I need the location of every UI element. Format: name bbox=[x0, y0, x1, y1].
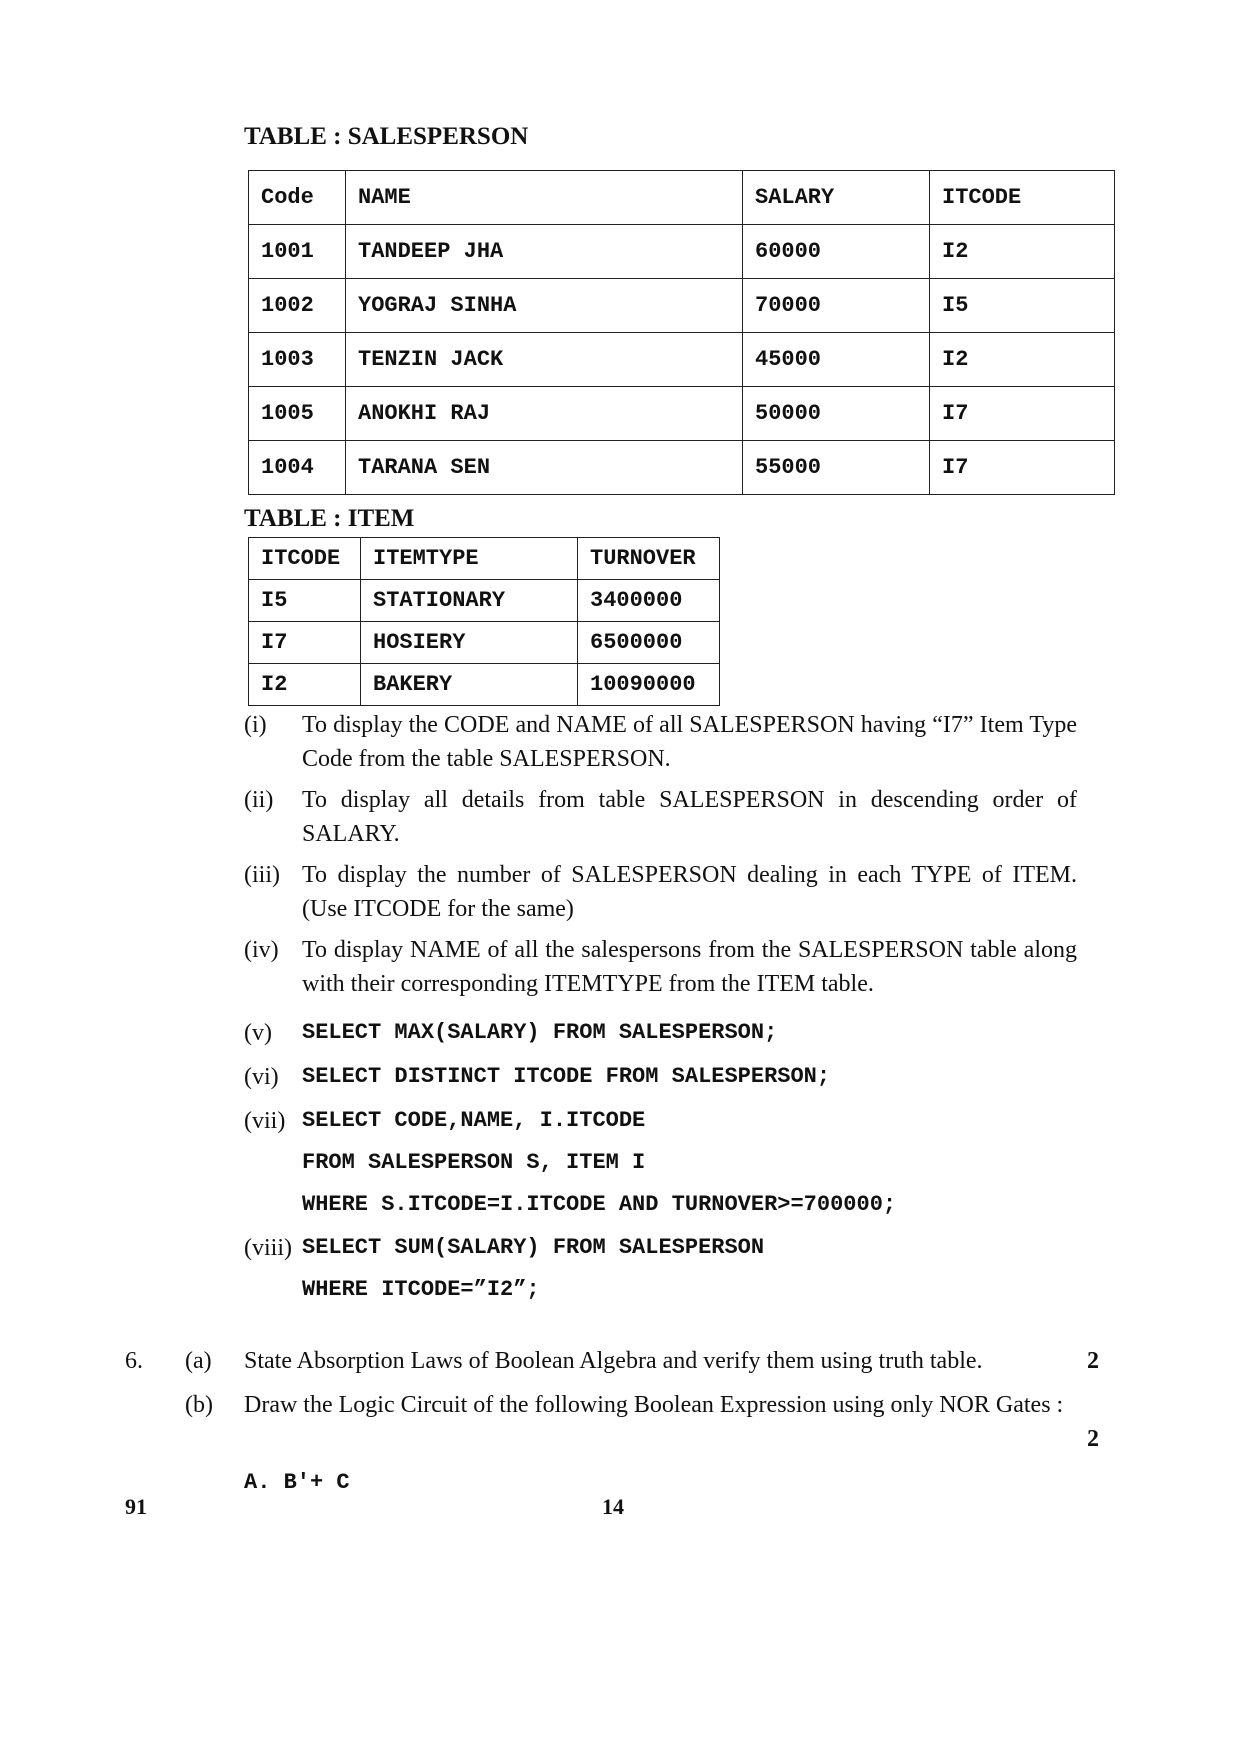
part-b-label: (b) bbox=[185, 1392, 213, 1418]
question-6-number: 6. bbox=[125, 1348, 143, 1374]
item-table bbox=[248, 537, 720, 706]
table-cell: I7 bbox=[249, 622, 361, 664]
table-cell: 55000 bbox=[743, 441, 930, 495]
question-text: To display the number of SALESPERSON dealing in each TYPE of ITEM. (Use ITCODE for the same) bbox=[302, 862, 1077, 922]
header-cell: ITCODE bbox=[249, 538, 361, 580]
table-row bbox=[249, 333, 1115, 387]
question-number: (viii) bbox=[244, 1235, 292, 1261]
table-cell: ANOKHI RAJ bbox=[346, 387, 743, 441]
sql-line: WHERE S.ITCODE=I.ITCODE AND TURNOVER>=700000; bbox=[302, 1192, 897, 1217]
question-number: (v) bbox=[244, 1020, 272, 1046]
question-number: (vi) bbox=[244, 1064, 279, 1090]
header-cell: Code bbox=[249, 171, 346, 225]
table-cell: I5 bbox=[930, 279, 1115, 333]
table-cell: 1002 bbox=[249, 279, 346, 333]
table-row bbox=[249, 622, 720, 664]
page-number: 14 bbox=[602, 1494, 624, 1519]
table-cell: 50000 bbox=[743, 387, 930, 441]
question-number: (ii) bbox=[244, 787, 274, 813]
table-cell: I2 bbox=[930, 333, 1115, 387]
sql-line: SELECT CODE,NAME, I.ITCODE bbox=[302, 1108, 646, 1133]
question-text: To display NAME of all the salespersons from the SALESPERSON table along with their corresponding ITEMTYPE from the ITEM table. bbox=[302, 937, 1077, 997]
table-row bbox=[249, 387, 1115, 441]
table-cell: TARANA SEN bbox=[346, 441, 743, 495]
table-cell: 3400000 bbox=[578, 580, 720, 622]
table-header-row bbox=[249, 538, 720, 580]
table-row bbox=[249, 441, 1115, 495]
table-cell: TENZIN JACK bbox=[346, 333, 743, 387]
question-number: (vii) bbox=[244, 1108, 286, 1134]
table-cell: 1001 bbox=[249, 225, 346, 279]
sql-line: SELECT DISTINCT ITCODE FROM SALESPERSON; bbox=[302, 1064, 831, 1089]
sql-line: WHERE ITCODE=”I2”; bbox=[302, 1277, 540, 1302]
table-cell: BAKERY bbox=[361, 664, 578, 706]
table-row bbox=[249, 225, 1115, 279]
table-cell: I5 bbox=[249, 580, 361, 622]
table-cell: 10090000 bbox=[578, 664, 720, 706]
salesperson-table bbox=[248, 170, 1115, 495]
table-cell: 6500000 bbox=[578, 622, 720, 664]
header-cell: NAME bbox=[346, 171, 743, 225]
table-cell: I7 bbox=[930, 441, 1115, 495]
table-cell: YOGRAJ SINHA bbox=[346, 279, 743, 333]
part-a-marks: 2 bbox=[1087, 1348, 1099, 1374]
table-cell: STATIONARY bbox=[361, 580, 578, 622]
question-text: To display all details from table SALESPERSON in descending order of SALARY. bbox=[302, 787, 1077, 847]
table-cell: 45000 bbox=[743, 333, 930, 387]
table-cell: 60000 bbox=[743, 225, 930, 279]
header-cell: SALARY bbox=[743, 171, 930, 225]
table-row bbox=[249, 580, 720, 622]
question-number: (i) bbox=[244, 712, 267, 738]
paper-code: 91 bbox=[125, 1494, 147, 1519]
table-cell: 1004 bbox=[249, 441, 346, 495]
question-text: To display the CODE and NAME of all SALESPERSON having “I7” Item Type Code from the table SALESPERSON. bbox=[302, 712, 1077, 772]
header-cell: ITEMTYPE bbox=[361, 538, 578, 580]
question-number: (iv) bbox=[244, 937, 279, 963]
table-cell: HOSIERY bbox=[361, 622, 578, 664]
table-cell: 1003 bbox=[249, 333, 346, 387]
header-cell: TURNOVER bbox=[578, 538, 720, 580]
part-a-text: State Absorption Laws of Boolean Algebra and verify them using truth table. bbox=[244, 1348, 983, 1374]
table-row bbox=[249, 279, 1115, 333]
question-number: (iii) bbox=[244, 862, 280, 888]
table-cell: 1005 bbox=[249, 387, 346, 441]
part-b-marks: 2 bbox=[1087, 1426, 1099, 1452]
sql-line: SELECT SUM(SALARY) FROM SALESPERSON bbox=[302, 1235, 765, 1260]
item-table-caption: TABLE : ITEM bbox=[244, 505, 415, 532]
table-cell: I7 bbox=[930, 387, 1115, 441]
table-cell: 70000 bbox=[743, 279, 930, 333]
table-cell: I2 bbox=[249, 664, 361, 706]
sql-line: FROM SALESPERSON S, ITEM I bbox=[302, 1150, 646, 1175]
sql-line: SELECT MAX(SALARY) FROM SALESPERSON; bbox=[302, 1020, 778, 1045]
part-b-text: Draw the Logic Circuit of the following Boolean Expression using only NOR Gates : bbox=[244, 1392, 1064, 1418]
header-cell: ITCODE bbox=[930, 171, 1115, 225]
table-cell: TANDEEP JHA bbox=[346, 225, 743, 279]
part-a-label: (a) bbox=[185, 1348, 212, 1374]
boolean-expression: A. B′+ C bbox=[244, 1470, 350, 1495]
salesperson-table-caption: TABLE : SALESPERSON bbox=[244, 123, 529, 150]
table-row bbox=[249, 664, 720, 706]
table-cell: I2 bbox=[930, 225, 1115, 279]
table-header-row bbox=[249, 171, 1115, 225]
